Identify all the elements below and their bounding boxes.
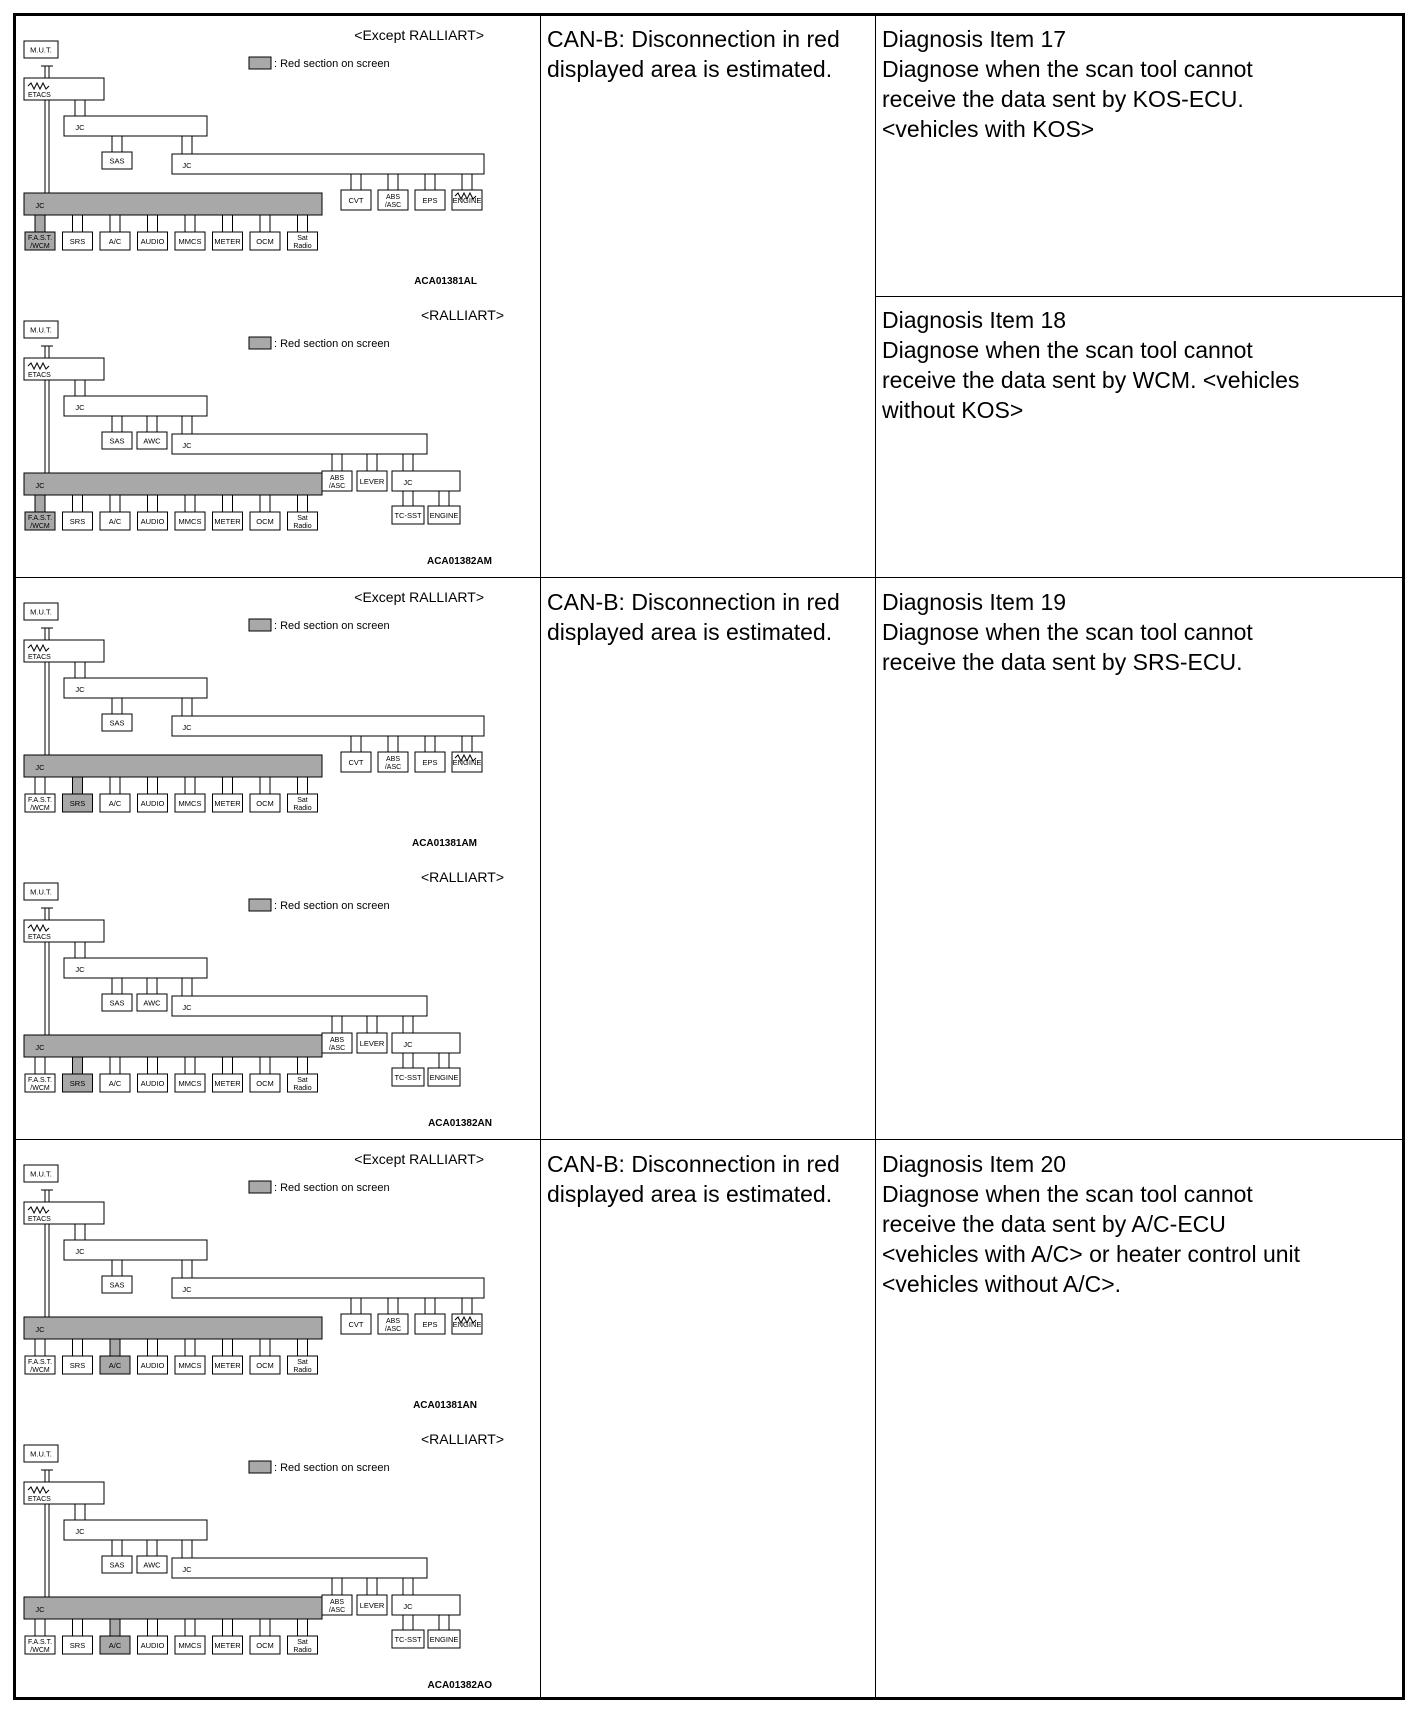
sat-box-label: Sat [297, 1077, 308, 1084]
jc-lower-label: JC [403, 1602, 413, 1611]
figure-id: ACA01382AO [427, 1680, 492, 1691]
item-line: receive the data sent by A/C-ECU [882, 1211, 1226, 1237]
srs-box-label: SRS [69, 1361, 86, 1370]
tcsst-box-label: TC-SST [394, 1635, 422, 1644]
jc-main-label: JC [35, 201, 45, 210]
mmcs-box-label: MMCS [178, 1641, 202, 1650]
jc-right-label: JC [182, 1285, 192, 1294]
ac-box-label: A/C [108, 1079, 122, 1088]
abs-box-label: ABS [385, 756, 401, 763]
item-line: <vehicles with KOS> [882, 116, 1095, 142]
jc-lower-label: JC [403, 478, 413, 487]
legend-text: : Red section on screen [274, 58, 390, 70]
item-line: <vehicles without A/C>. [882, 1271, 1122, 1297]
fast-box-label: /WCM [30, 805, 50, 812]
sat-box-label: Sat [297, 1639, 308, 1646]
row-divider-sub [875, 296, 1402, 297]
awc-box-label: AWC [143, 436, 161, 446]
audio-box-label: AUDIO [140, 517, 165, 526]
variant-header: <RALLIART> [420, 307, 504, 323]
figure-id: ACA01381AL [414, 276, 477, 287]
ac-box-label: A/C [108, 1361, 122, 1370]
legend-swatch [249, 899, 271, 911]
jc-right-label: JC [182, 723, 192, 732]
abs-box-label: ABS [385, 194, 401, 201]
audio-box-label: AUDIO [140, 1641, 165, 1650]
jc-right-label: JC [182, 1565, 192, 1574]
column-divider-1 [540, 16, 541, 1697]
item-line: Diagnose when the scan tool cannot [882, 56, 1253, 82]
cvt-box-label: CVT [348, 1320, 364, 1329]
srs-box-label: SRS [69, 799, 86, 808]
abs-box-label: /ASC [328, 1607, 346, 1614]
mut-box-label: M.U.T. [30, 1169, 52, 1179]
cvt-box-label: CVT [348, 758, 364, 767]
item-title: Diagnosis Item 18 [882, 307, 1067, 333]
audio-box-label: AUDIO [140, 1079, 165, 1088]
sat-box-label: Radio [293, 243, 312, 250]
srs-connector [73, 777, 83, 794]
can-diagram-5 [16, 1140, 538, 1420]
sat-box-label: Radio [293, 523, 312, 530]
legend-swatch [249, 337, 271, 349]
ac-box-label: A/C [108, 1641, 122, 1650]
audio-box-label: AUDIO [140, 799, 165, 808]
mut-box-label: M.U.T. [30, 887, 52, 897]
jc-main-bar [24, 193, 322, 215]
legend-text: : Red section on screen [274, 338, 390, 350]
legend-text: : Red section on screen [274, 900, 390, 912]
sat-box-label: Sat [297, 235, 308, 242]
eps-box-label: EPS [422, 758, 438, 767]
jc-upper-label: JC [75, 1527, 85, 1536]
sat-box-label: Sat [297, 797, 308, 804]
engine-box-label: ENGINE [452, 196, 482, 205]
sat-box-label: Sat [297, 1359, 308, 1366]
fast-box-label: F.A.S.T. [27, 235, 53, 242]
jc-upper-label: JC [75, 123, 85, 132]
item-line: Diagnose when the scan tool cannot [882, 337, 1253, 363]
jc-main-label: JC [35, 1605, 45, 1614]
item-line: without KOS> [882, 397, 1024, 423]
mmcs-box-label: MMCS [178, 237, 202, 246]
diagnosis-item-17 [882, 24, 1253, 144]
engine-box-label: ENGINE [429, 1635, 459, 1644]
mmcs-box-label: MMCS [178, 799, 202, 808]
diagnosis-table [13, 13, 1405, 1700]
legend-swatch [249, 619, 271, 631]
jc-main-label: JC [35, 481, 45, 490]
jc-main-bar [24, 1597, 322, 1619]
fast-box-label: F.A.S.T. [27, 1359, 53, 1366]
ocm-box-label: OCM [256, 1079, 274, 1088]
mmcs-box-label: MMCS [178, 1361, 202, 1370]
cause-line: displayed area is estimated. [547, 56, 833, 82]
fast-connector [35, 215, 45, 232]
sat-box-label: Radio [293, 805, 312, 812]
abs-box-label: ABS [329, 1599, 345, 1606]
jc-right-label: JC [182, 441, 192, 450]
jc-right-box [172, 154, 484, 174]
lever-box-label: LEVER [359, 1601, 385, 1610]
jc-upper-box [64, 1240, 207, 1260]
variant-header: <Except RALLIART> [354, 589, 484, 605]
can-diagram-2 [16, 296, 538, 577]
sas-box-label: SAS [109, 1560, 125, 1570]
variant-header: <Except RALLIART> [354, 1151, 484, 1167]
mut-box-label: M.U.T. [30, 325, 52, 335]
meter-box-label: METER [214, 799, 241, 808]
mut-box-label: M.U.T. [30, 1449, 52, 1459]
srs-box-label: SRS [69, 237, 86, 246]
mmcs-box-label: MMCS [178, 1079, 202, 1088]
legend-text: : Red section on screen [274, 620, 390, 632]
fast-box-label: /WCM [30, 1085, 50, 1092]
abs-box-label: /ASC [328, 1045, 346, 1052]
legend-swatch [249, 1181, 271, 1193]
eps-box-label: EPS [422, 1320, 438, 1329]
sat-box-label: Radio [293, 1367, 312, 1374]
jc-lower-box [392, 1033, 460, 1053]
ocm-box-label: OCM [256, 237, 274, 246]
ocm-box-label: OCM [256, 1641, 274, 1650]
srs-box-label: SRS [69, 517, 86, 526]
abs-box-label: /ASC [384, 202, 402, 209]
item-line: Diagnose when the scan tool cannot [882, 1181, 1253, 1207]
ocm-box-label: OCM [256, 1361, 274, 1370]
ac-box-label: A/C [108, 237, 122, 246]
abs-box-label: ABS [329, 475, 345, 482]
abs-box-label: /ASC [384, 1326, 402, 1333]
cause-line: CAN-B: Disconnection in red [547, 26, 840, 52]
diagnosis-item-19 [882, 587, 1253, 677]
variant-header: <RALLIART> [420, 1431, 504, 1447]
fast-box-label: /WCM [30, 1367, 50, 1374]
jc-upper-label: JC [75, 685, 85, 694]
jc-upper-label: JC [75, 403, 85, 412]
jc-right-box [172, 434, 427, 454]
etacs-label: ETACS [28, 934, 51, 941]
jc-main-bar [24, 1317, 322, 1339]
jc-main-bar [24, 755, 322, 777]
cause-line: displayed area is estimated. [547, 1181, 833, 1207]
ac-box-label: A/C [108, 517, 122, 526]
ac-connector [110, 1619, 120, 1636]
srs-box-label: SRS [69, 1079, 86, 1088]
audio-box-label: AUDIO [140, 1361, 165, 1370]
ac-connector [110, 1339, 120, 1356]
figure-id: ACA01381AM [411, 838, 477, 849]
etacs-label: ETACS [28, 654, 51, 661]
fast-box-label: F.A.S.T. [27, 1077, 53, 1084]
mut-box-label: M.U.T. [30, 607, 52, 617]
variant-header: <Except RALLIART> [354, 27, 484, 43]
can-diagram-4 [16, 858, 538, 1139]
jc-upper-box [64, 396, 207, 416]
variant-header: <RALLIART> [420, 869, 504, 885]
jc-main-bar [24, 473, 322, 495]
jc-right-label: JC [182, 161, 192, 170]
etacs-label: ETACS [28, 92, 51, 99]
fast-connector [35, 495, 45, 512]
srs-connector [73, 1057, 83, 1074]
can-diagram-3 [16, 578, 538, 858]
abs-box-label: /ASC [328, 483, 346, 490]
jc-lower-box [392, 1595, 460, 1615]
jc-main-label: JC [35, 1043, 45, 1052]
cause-text-row-2 [547, 587, 840, 647]
fast-box-label: F.A.S.T. [27, 797, 53, 804]
fast-box-label: /WCM [30, 1647, 50, 1654]
item-line: receive the data sent by KOS-ECU. [882, 86, 1244, 112]
jc-right-box [172, 1558, 427, 1578]
jc-upper-box [64, 1520, 207, 1540]
figure-id: ACA01382AN [428, 1118, 492, 1129]
meter-box-label: METER [214, 517, 241, 526]
item-title: Diagnosis Item 19 [882, 589, 1067, 615]
item-line: Diagnose when the scan tool cannot [882, 619, 1253, 645]
meter-box-label: METER [214, 1641, 241, 1650]
ac-box-label: A/C [108, 799, 122, 808]
legend-swatch [249, 57, 271, 69]
cause-line: displayed area is estimated. [547, 619, 833, 645]
jc-lower-box [392, 471, 460, 491]
fast-box-label: F.A.S.T. [27, 515, 53, 522]
eps-box-label: EPS [422, 196, 438, 205]
jc-main-bar [24, 1035, 322, 1057]
awc-box-label: AWC [143, 1560, 161, 1570]
jc-upper-box [64, 958, 207, 978]
ocm-box-label: OCM [256, 517, 274, 526]
mmcs-box-label: MMCS [178, 517, 202, 526]
fast-box-label: F.A.S.T. [27, 1639, 53, 1646]
column-divider-2 [875, 16, 876, 1697]
abs-box-label: ABS [385, 1318, 401, 1325]
tcsst-box-label: TC-SST [394, 1073, 422, 1082]
jc-right-label: JC [182, 1003, 192, 1012]
meter-box-label: METER [214, 1361, 241, 1370]
sat-box-label: Radio [293, 1085, 312, 1092]
lever-box-label: LEVER [359, 1039, 385, 1048]
cause-text-row-1 [547, 24, 840, 84]
diagnosis-item-18 [882, 305, 1299, 425]
figure-id: ACA01382AM [426, 556, 492, 567]
fast-box-label: /WCM [30, 243, 50, 250]
sas-box-label: SAS [109, 718, 125, 728]
etacs-label: ETACS [28, 372, 51, 379]
jc-right-box [172, 996, 427, 1016]
ocm-box-label: OCM [256, 799, 274, 808]
sas-box-label: SAS [109, 156, 125, 166]
item-line: receive the data sent by WCM. <vehicles [882, 367, 1300, 393]
sas-box-label: SAS [109, 436, 125, 446]
etacs-label: ETACS [28, 1216, 51, 1223]
meter-box-label: METER [214, 1079, 241, 1088]
mut-box-label: M.U.T. [30, 45, 52, 55]
engine-box-label: ENGINE [429, 511, 459, 520]
jc-upper-box [64, 678, 207, 698]
awc-box-label: AWC [143, 998, 161, 1008]
engine-box-label: ENGINE [429, 1073, 459, 1082]
etacs-label: ETACS [28, 1496, 51, 1503]
sas-box-label: SAS [109, 1280, 125, 1290]
jc-upper-label: JC [75, 965, 85, 974]
jc-main-label: JC [35, 1325, 45, 1334]
item-title: Diagnosis Item 20 [882, 1151, 1067, 1177]
jc-lower-label: JC [403, 1040, 413, 1049]
engine-box-label: ENGINE [452, 758, 482, 767]
item-title: Diagnosis Item 17 [882, 26, 1067, 52]
jc-upper-label: JC [75, 1247, 85, 1256]
jc-right-box [172, 1278, 484, 1298]
jc-right-box [172, 716, 484, 736]
cause-line: CAN-B: Disconnection in red [547, 589, 840, 615]
sat-box-label: Sat [297, 515, 308, 522]
cause-text-row-3 [547, 1149, 840, 1209]
diagnosis-item-20 [882, 1149, 1300, 1299]
abs-box-label: /ASC [384, 764, 402, 771]
cause-line: CAN-B: Disconnection in red [547, 1151, 840, 1177]
legend-swatch [249, 1461, 271, 1473]
sat-box-label: Radio [293, 1647, 312, 1654]
legend-text: : Red section on screen [274, 1182, 390, 1194]
can-diagram-1 [16, 16, 538, 296]
engine-box-label: ENGINE [452, 1320, 482, 1329]
jc-upper-box [64, 116, 207, 136]
lever-box-label: LEVER [359, 477, 385, 486]
can-diagram-6 [16, 1420, 538, 1698]
cvt-box-label: CVT [348, 196, 364, 205]
tcsst-box-label: TC-SST [394, 511, 422, 520]
audio-box-label: AUDIO [140, 237, 165, 246]
jc-main-label: JC [35, 763, 45, 772]
srs-box-label: SRS [69, 1641, 86, 1650]
sas-box-label: SAS [109, 998, 125, 1008]
meter-box-label: METER [214, 237, 241, 246]
item-line: <vehicles with A/C> or heater control unit [882, 1241, 1301, 1267]
fast-box-label: /WCM [30, 523, 50, 530]
abs-box-label: ABS [329, 1037, 345, 1044]
item-line: receive the data sent by SRS-ECU. [882, 649, 1243, 675]
legend-text: : Red section on screen [274, 1462, 390, 1474]
figure-id: ACA01381AN [413, 1400, 477, 1411]
